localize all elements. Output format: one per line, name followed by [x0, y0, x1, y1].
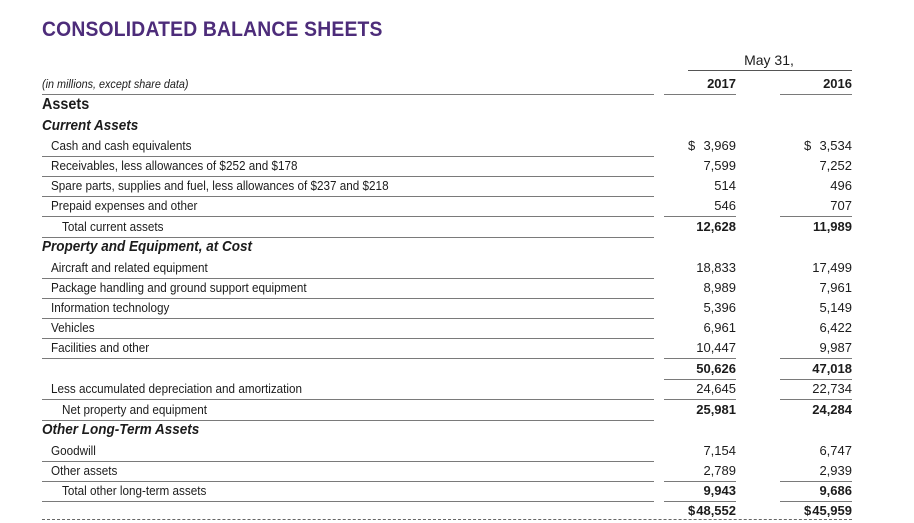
value-2017: 3,969: [703, 138, 736, 153]
table-row-total: [0, 400, 914, 420]
row-label: Goodwill: [51, 443, 96, 458]
value-2017: 546: [714, 198, 736, 213]
value-2017: 514: [714, 178, 736, 193]
section-property: [0, 237, 914, 257]
row-label: Less accumulated depreciation and amortization: [51, 381, 303, 396]
value-2016: 7,961: [819, 280, 852, 295]
table-bottom-rule: [42, 519, 852, 520]
table-row: [0, 258, 914, 278]
table-row-grand-total: [0, 501, 914, 521]
row-label: Spare parts, supplies and fuel, less allowances of $237 and $218: [51, 178, 389, 193]
currency-symbol: $: [804, 138, 812, 153]
col-header-2017: 2017: [707, 76, 736, 91]
table-row: [0, 278, 914, 298]
value-2017: 50,626: [696, 361, 736, 376]
table-row: [0, 338, 914, 358]
value-2016: 9,987: [819, 340, 852, 355]
value-2017: 9,943: [703, 483, 736, 498]
value-2016: 24,284: [812, 402, 852, 417]
row-label: Total current assets: [62, 219, 164, 234]
section-assets: [0, 95, 914, 115]
row-label: Facilities and other: [51, 340, 150, 355]
value-2017: 18,833: [696, 260, 736, 275]
table-row: [0, 156, 914, 176]
value-2016: 6,747: [819, 443, 852, 458]
period-header: May 31,: [744, 52, 794, 68]
table-row: [0, 298, 914, 318]
units-note: (in millions, except share data): [42, 77, 189, 91]
section-heading: Assets: [42, 96, 90, 113]
subsection-heading: Current Assets: [42, 117, 139, 134]
table-row: [0, 196, 914, 216]
col-header-2016: 2016: [823, 76, 852, 91]
row-label: Aircraft and related equipment: [51, 260, 208, 275]
value-2017: 2,789: [703, 463, 736, 478]
subsection-heading: Property and Equipment, at Cost: [42, 238, 253, 255]
value-2017: 10,447: [696, 340, 736, 355]
value-2016: 707: [830, 198, 852, 213]
period-underline: [688, 70, 852, 71]
page-title: CONSOLIDATED BALANCE SHEETS: [42, 18, 383, 41]
table-row: [0, 136, 914, 156]
value-2016: 6,422: [819, 320, 852, 335]
row-label: Vehicles: [51, 320, 95, 335]
table-row: [0, 318, 914, 338]
table-row-total: [0, 481, 914, 501]
row-label: Cash and cash equivalents: [51, 138, 192, 153]
value-2017: 12,628: [696, 219, 736, 234]
table-row: [0, 176, 914, 196]
table-row: [0, 379, 914, 399]
table-row-subtotal: [0, 359, 914, 379]
row-label: Net property and equipment: [62, 402, 208, 417]
currency-symbol: $: [688, 503, 696, 518]
value-2017: 8,989: [703, 280, 736, 295]
row-label: Package handling and ground support equipment: [51, 280, 307, 295]
row-label: Receivables, less allowances of $252 and $178: [51, 158, 298, 173]
row-label: Total other long-term assets: [62, 483, 207, 498]
column-header-row: [0, 74, 914, 94]
subsection-heading: Other Long-Term Assets: [42, 421, 200, 438]
value-2016: 47,018: [812, 361, 852, 376]
value-2017: 48,552: [696, 503, 736, 518]
value-2016: 45,959: [812, 503, 852, 518]
table-row: [0, 461, 914, 481]
section-current-assets: [0, 116, 914, 136]
value-2016: 17,499: [812, 260, 852, 275]
value-2017: 5,396: [703, 300, 736, 315]
value-2016: 22,734: [812, 381, 852, 396]
section-other-lt: [0, 420, 914, 440]
value-2017: 24,645: [696, 381, 736, 396]
value-2017: 7,599: [703, 158, 736, 173]
value-2016: 496: [830, 178, 852, 193]
value-2016: 2,939: [819, 463, 852, 478]
value-2016: 11,989: [812, 219, 852, 234]
value-2017: 6,961: [703, 320, 736, 335]
value-2016: 7,252: [819, 158, 852, 173]
row-label: Information technology: [51, 300, 170, 315]
row-label: Prepaid expenses and other: [51, 198, 198, 213]
value-2016: 9,686: [819, 483, 852, 498]
table-row-total: [0, 217, 914, 237]
value-2016: 5,149: [819, 300, 852, 315]
value-2016: 3,534: [819, 138, 852, 153]
value-2017: 25,981: [696, 402, 736, 417]
value-2017: 7,154: [703, 443, 736, 458]
row-label: Other assets: [51, 463, 118, 478]
table-row: [0, 441, 914, 461]
currency-symbol: $: [688, 138, 696, 153]
currency-symbol: $: [804, 503, 812, 518]
